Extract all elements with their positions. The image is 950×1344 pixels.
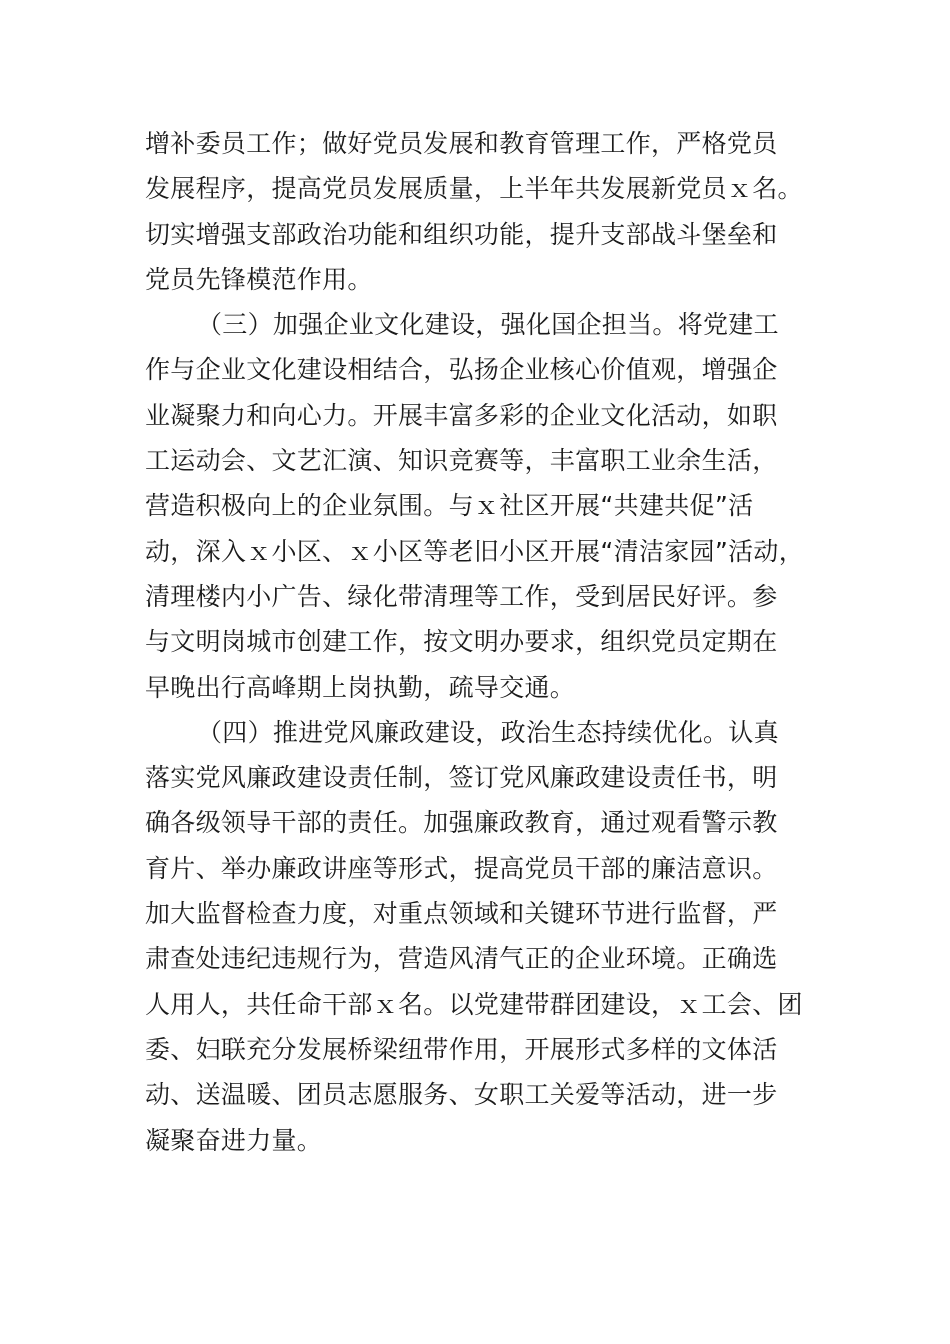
text-line: 动，深入ｘ小区、ｘ小区等老旧小区开展“清洁家园”活动，	[145, 536, 805, 566]
text-line: 业凝聚力和向心力。开展丰富多彩的企业文化活动，如职	[145, 400, 778, 430]
text-line: 委、妇联充分发展桥梁纽带作用，开展形式多样的文体活	[145, 1034, 778, 1064]
text-line: 增补委员工作；做好党员发展和教育管理工作，严格党员	[145, 129, 778, 158]
text-line: 人用人，共任命干部ｘ名。以党建带群团建设，ｘ工会、团	[145, 989, 803, 1019]
text-line: 落实党风廉政建设责任制，签订党风廉政建设责任书，明	[145, 763, 778, 793]
text-line: 作与企业文化建设相结合，弘扬企业核心价值观，增强企	[145, 355, 778, 385]
text-line: 工运动会、文艺汇演、知识竞赛等，丰富职工业余生活，	[145, 446, 778, 476]
text-line: 发展程序，提高党员发展质量，上半年共发展新党员ｘ名。	[145, 174, 803, 204]
text-line: 确各级领导干部的责任。加强廉政教育，通过观看警示教	[145, 808, 778, 838]
text-line: 与文明岗城市创建工作，按文明办要求，组织党员定期在	[145, 627, 778, 657]
text-line: 动、送温暖、团员志愿服务、女职工关爱等活动，进一步	[145, 1080, 778, 1110]
text-line: 早晚出行高峰期上岗执勤，疏导交通。	[145, 672, 576, 702]
text-line: 育片、举办廉政讲座等形式，提高党员干部的廉洁意识。	[145, 853, 778, 883]
text-line: 清理楼内小广告、绿化带清理等工作，受到居民好评。参	[145, 581, 778, 611]
text-line: 加大监督检查力度，对重点领域和关键环节进行监督，严	[145, 899, 778, 929]
section-4-heading-line: （四）推进党风廉政建设，政治生态持续优化。认真	[197, 717, 779, 747]
section-3-heading-line: （三）加强企业文化建设，强化国企担当。将党建工	[197, 310, 779, 340]
text-line: 营造积极向上的企业氛围。与ｘ社区开展“共建共促”活	[145, 491, 754, 521]
body-text	[145, 121, 835, 1163]
text-line: 凝聚奋进力量。	[145, 1125, 323, 1155]
text-line: 切实增强支部政治功能和组织功能，提升支部战斗堡垒和	[145, 219, 778, 249]
text-line: 肃查处违纪违规行为，营造风清气正的企业环境。正确选	[145, 944, 778, 974]
text-line: 党员先锋模范作用。	[145, 264, 373, 294]
